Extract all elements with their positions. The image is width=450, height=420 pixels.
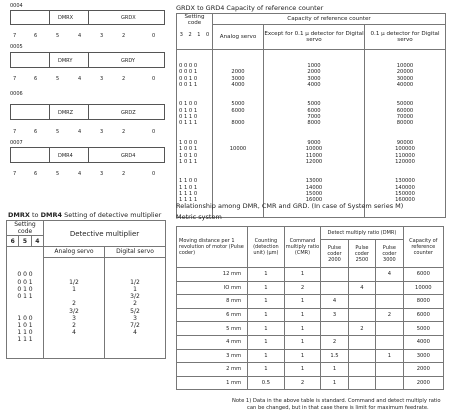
register-box (10, 147, 165, 163)
grd-setting-code-header: Setting code 3 2 1 0 (177, 14, 213, 50)
grd-col-analog: Analog servo (213, 25, 264, 50)
register-field-dmr: DMRX (58, 15, 74, 21)
dmr-codes: 0 0 0 0 0 1 0 1 0 0 1 1 1 0 0 1 0 1 1 1 0 1 1 1 (7, 257, 44, 358)
register-box (10, 104, 165, 120)
table-row: 6 mm 1 1 3 2 6000 (177, 308, 444, 322)
grd-col-except: Except for 0.1 μ detector for Digital servo (264, 25, 365, 50)
grd-capacity-header: Capacity of reference counter (213, 14, 446, 25)
grd-except-values: 1000 2000 3000 4000 5000 6000 7000 8000 9000 10000 11000 12000 13000 14000 15000 16000 (264, 50, 365, 218)
table-row: 1 mm 0.5 2 1 2000 (177, 376, 444, 390)
dmr-table (6, 220, 166, 359)
grd-table (176, 13, 446, 218)
table-row: 2 mm 1 1 1 2000 (177, 363, 444, 377)
rel-h-pc3000: Pulse coder 3000 (376, 240, 403, 268)
relationship-subtitle: Metric system (176, 213, 222, 221)
rel-h-counting: Counting (detection unit) (μm) (248, 227, 285, 268)
rel-h-pc2500: Pulse coder 2500 (348, 240, 375, 268)
dmr-mult-header: Detective multiplier (44, 221, 166, 247)
register-box (10, 10, 165, 25)
rel-h-moving: Moving distance per 1 revolution of motor (Pulse coder) (177, 227, 248, 268)
dmr-analog-values: 1/2 1 2 3/2 3 2 4 (44, 257, 105, 358)
table-row: IO mm 1 2 4 10000 (177, 281, 444, 295)
register-address: 0004 (10, 3, 23, 9)
grd-detector-values: 10000 20000 30000 40000 50000 60000 70000 80000 90000 100000 110000 120000 130000 140000 150000 160000 (365, 50, 446, 218)
register-field-dmr: DMR4 (58, 153, 73, 159)
relationship-note: Note 1) Data in the above table is standard. Command and detect multiply ratio can be changed, but in that case there is limit for maximum feedrate. (232, 398, 441, 411)
register-address: 0005 (10, 44, 23, 50)
rel-h-detect: Detect multiply ratio (DMR) (321, 227, 403, 240)
dmr-digital-values: 1/2 1 3/2 2 5/2 3 7/2 4 (105, 257, 166, 358)
dmr-col-analog: Analog servo (44, 247, 105, 258)
register-field-grd: GRDY (121, 58, 135, 64)
register-field-grd: GRD4 (121, 153, 136, 159)
register-field-grd: GRDZ (121, 110, 136, 116)
table-row: 3 mm 1 1 1.5 1 3000 (177, 349, 444, 363)
register-field-grd: GRDX (121, 15, 136, 21)
register-field-dmr: DMRY (58, 58, 73, 64)
table-row: 12 mm 1 1 4 6000 (177, 268, 444, 282)
grd-codes: 0 0 0 0 0 0 0 1 0 0 1 0 0 0 1 1 0 1 0 0 0 1 0 1 0 1 1 0 0 1 1 1 1 0 0 0 1 0 0 1 1 0 1 0 1 0 1 1 1 1 0 0 1 1 0 1 1 1 1 0 1 1 1 1 (177, 50, 213, 218)
grd-analog-values: 2000 3000 4000 5000 6000 8000 10000 (213, 50, 264, 218)
dmr-setting-code-header: Setting code (7, 221, 44, 236)
table-row: 4 mm 1 1 2 4000 (177, 335, 444, 349)
dmr-bit-5: 5 (19, 236, 31, 247)
table-row: 8 mm 1 1 4 8000 (177, 295, 444, 309)
register-box (10, 52, 165, 68)
relationship-title: Relationship among DMR, CMR and GRD. (In case of System series M) (176, 202, 404, 210)
register-address: 0006 (10, 91, 23, 97)
register-field-dmr: DMRZ (58, 110, 74, 116)
rel-h-command: Command multiply ratio (CMR) (284, 227, 321, 268)
rel-h-capacity: Capacity of reference counter (403, 227, 443, 268)
register-address: 0007 (10, 140, 23, 146)
grd-title: GRDX to GRD4 Capacity of reference counter (176, 4, 324, 12)
table-row: 5 mm 1 1 2 5000 (177, 322, 444, 336)
dmr-title: DMRX to DMR4 Setting of detective multiplier (8, 211, 162, 219)
grd-col-01: 0.1 μ detector for Digital servo (365, 25, 446, 50)
dmr-bit-4: 4 (31, 236, 43, 247)
dmr-col-digital: Digital servo (105, 247, 166, 258)
relationship-table (176, 226, 444, 390)
rel-h-pc2000: Pulse coder 2000 (321, 240, 348, 268)
dmr-bit-6: 6 (7, 236, 19, 247)
